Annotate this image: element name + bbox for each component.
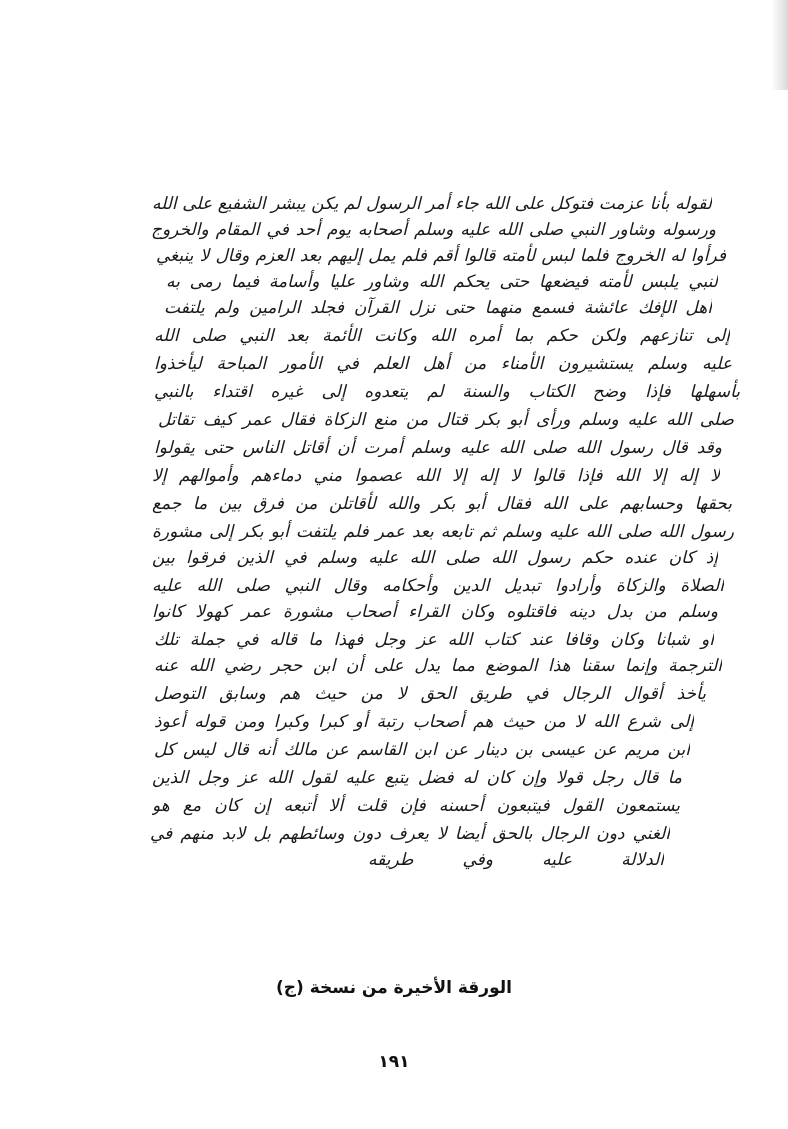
manuscript-line: أو شبانا وكان وقافا عند كتاب الله عز وجل فهذا ما قاله في جملة تلك: [154, 630, 714, 650]
manuscript-line: إلى تنازعهم ولكن حكم بما أمره الله وكانت الأئمة بعد النبي صلى الله: [154, 326, 730, 346]
manuscript-line: وسلم من بدل دينه فاقتلوه وكان القراء أصحاب مشورة عمر كهولا كانوا: [152, 602, 718, 622]
manuscript-line: إلى شرع الله لا من حيث هم أصحاب رتبة أو كبرا وكبرا ومن قوله أعوذ: [154, 712, 694, 732]
manuscript-line: لقوله بأنا عزمت فتوكل على الله جاء أمر الرسول لم يكن يبشر الشفيع على الله: [152, 194, 712, 214]
manuscript-line: الدلالة عليه وفي طريقه: [368, 850, 664, 870]
manuscript-line: الغني دون الرجال بالحق أيضا لا يعرف دون وسائطهم بل لابد منهم في: [150, 824, 670, 844]
manuscript-line: رسول الله صلى الله عليه وسلم ثم تابعه بعد عمر فلم يلتفت أبو بكر إلى مشورة: [152, 522, 734, 542]
manuscript-page-image: [140, 190, 740, 910]
manuscript-line: لنبي يلبس لأمته فيضعها حتى يحكم الله وشاور عليا وأسامة فيما رمى به: [166, 272, 718, 292]
manuscript-line: فرأوا له الخروج فلما لبس لأمته قالوا أقم فلم يمل إليهم بعد العزم وقال لا ينبغي: [156, 246, 726, 266]
scan-edge-shadow: [771, 0, 788, 90]
manuscript-line: ما قال رجل قولا وإن كان له فضل يتبع عليه لقول الله عز وجل الذين: [152, 768, 682, 788]
manuscript-line: لا إله إلا الله فإذا قالوا لا إله إلا الله عصموا مني دماءهم وأموالهم إلا: [152, 466, 720, 486]
manuscript-line: وقد قال رسول الله صلى الله عليه وسلم أمرت أن أقاتل الناس حتى يقولوا: [154, 438, 722, 458]
manuscript-line: الترجمة وإنما سقنا هذا الموضع مما يدل على أن ابن حجر رضي الله عنه: [154, 656, 722, 676]
manuscript-line: الصلاة والزكاة وأرادوا تبديل الدين وأحكامه وقال النبي صلى الله عليه: [152, 576, 724, 596]
manuscript-line: يأخذ أقوال الرجال في طريق الحق لا من حيث هم وسابق التوصل: [154, 684, 706, 704]
figure-caption: الورقة الأخيرة من نسخة (ج): [276, 978, 512, 998]
manuscript-line: عليه وسلم يستشيرون الأمناء من أهل العلم في الأمور المباحة ليأخذوا: [154, 354, 732, 374]
manuscript-line: ابن مريم عن عيسى بن دينار عن ابن القاسم عن مالك أنه قال ليس كل: [154, 740, 690, 760]
manuscript-line: ورسوله وشاور النبي صلى الله عليه وسلم أصحابه يوم أحد في المقام والخروج: [151, 220, 716, 240]
manuscript-line: بأسهلها فإذا وضح الكتاب والسنة لم يتعدوه إلى غيره اقتداء بالنبي: [154, 382, 740, 402]
page-number: ١٩١: [378, 1052, 410, 1072]
manuscript-handwriting: [140, 190, 740, 910]
manuscript-line: إذ كان عنده حكم رسول الله صلى الله عليه وسلم في الذين فرقوا بين: [152, 548, 718, 568]
manuscript-line: يستمعون القول فيتبعون أحسنه فإن قلت ألا أتبعه إن كان مع هو: [152, 796, 680, 816]
manuscript-line: صلى الله عليه وسلم ورأى أبو بكر قتال من منع الزكاة فقال عمر كيف تقاتل: [158, 410, 734, 430]
manuscript-line: أهل الإفك عائشة فسمع منهما حتى نزل القرآن فجلد الرامين ولم يلتفت: [164, 298, 712, 318]
manuscript-line: بحقها وحسابهم على الله فقال أبو بكر والله لأقاتلن من فرق بين ما جمع: [152, 494, 732, 514]
